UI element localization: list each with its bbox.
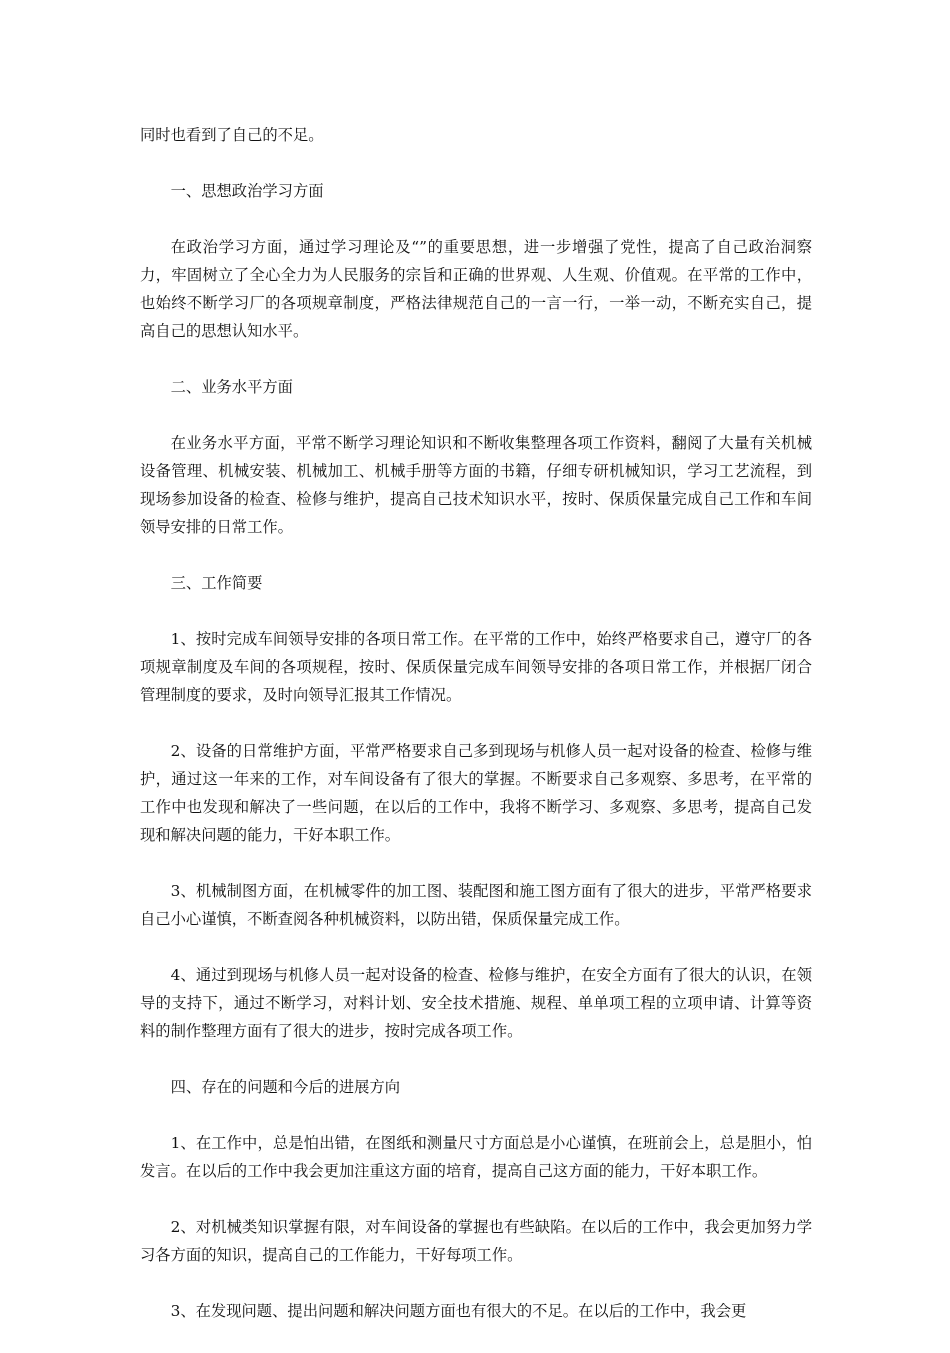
section-heading-problems: 四、存在的问题和今后的进展方向 [170,1078,401,1096]
body-paragraph-work-2: 2、设备的日常维护方面，平常严格要求自己多到现场与机修人员一起对设备的检查、检修与维护，通过这一年来的工作，对车间设备有了很大的掌握。不断要求自己多观察、多思考，在平常的工作中也发现和解决了一些问题，在以后的工作中，我将不断学习、多观察、多思考，提高自己发现和解决问题的能力，干好本职工作。 [140,742,812,844]
body-paragraph-problem-2: 2、对机械类知识掌握有限，对车间设备的掌握也有些缺陷。在以后的工作中，我会更加努力学习各方面的知识，提高自己的工作能力，干好每项工作。 [140,1218,812,1264]
body-paragraph-work-1: 1、按时完成车间领导安排的各项日常工作。在平常的工作中，始终严格要求自己，遵守厂的各项规章制度及车间的各项规程，按时、保质保量完成车间领导安排的各项日常工作，并根据厂闭合管理制度的要求，及时向领导汇报其工作情况。 [140,630,812,704]
body-paragraph-work-3: 3、机械制图方面，在机械零件的加工图、装配图和施工图方面有了很大的进步，平常严格要求自己小心谨慎，不断查阅各种机械资料，以防出错，保质保量完成工作。 [140,882,812,928]
body-paragraph-problem-1: 1、在工作中，总是怕出错，在图纸和测量尺寸方面总是小心谨慎，在班前会上，总是胆小，怕发言。在以后的工作中我会更加注重这方面的培育，提高自己这方面的能力，干好本职工作。 [140,1134,812,1180]
section-heading-business: 二、业务水平方面 [170,378,293,396]
body-paragraph-work-4: 4、通过到现场与机修人员一起对设备的检查、检修与维护，在安全方面有了很大的认识，在领导的支持下，通过不断学习，对料计划、安全技术措施、规程、单单项工程的立项申请、计算等资料的制作整理方面有了很大的进步，按时完成各项工作。 [140,966,812,1040]
body-paragraph-politics: 在政治学习方面，通过学习理论及“”的重要思想，进一步增强了党性，提高了自己政治洞察力，牢固树立了全心全力为人民服务的宗旨和正确的世界观、人生观、价值观。在平常的工作中，也始终不断学习厂的各项规章制度，严格法律规范自己的一言一行，一举一动，不断充实自己，提高自己的思想认知水平。 [140,238,812,340]
continuation-paragraph: 同时也看到了自己的不足。 [140,126,324,144]
section-heading-politics: 一、思想政治学习方面 [170,182,324,200]
body-paragraph-problem-3: 3、在发现问题、提出问题和解决问题方面也有很大的不足。在以后的工作中，我会更 [170,1302,747,1320]
section-heading-work-summary: 三、工作简要 [170,574,263,592]
body-paragraph-business: 在业务水平方面，平常不断学习理论知识和不断收集整理各项工作资料，翻阅了大量有关机械设备管理、机械安装、机械加工、机械手册等方面的书籍，仔细专研机械知识，学习工艺流程，到现场参加设备的检查、检修与维护，提高自己技术知识水平，按时、保质保量完成自己工作和车间领导安排的日常工作。 [140,434,812,536]
document-body [140,121,812,1353]
